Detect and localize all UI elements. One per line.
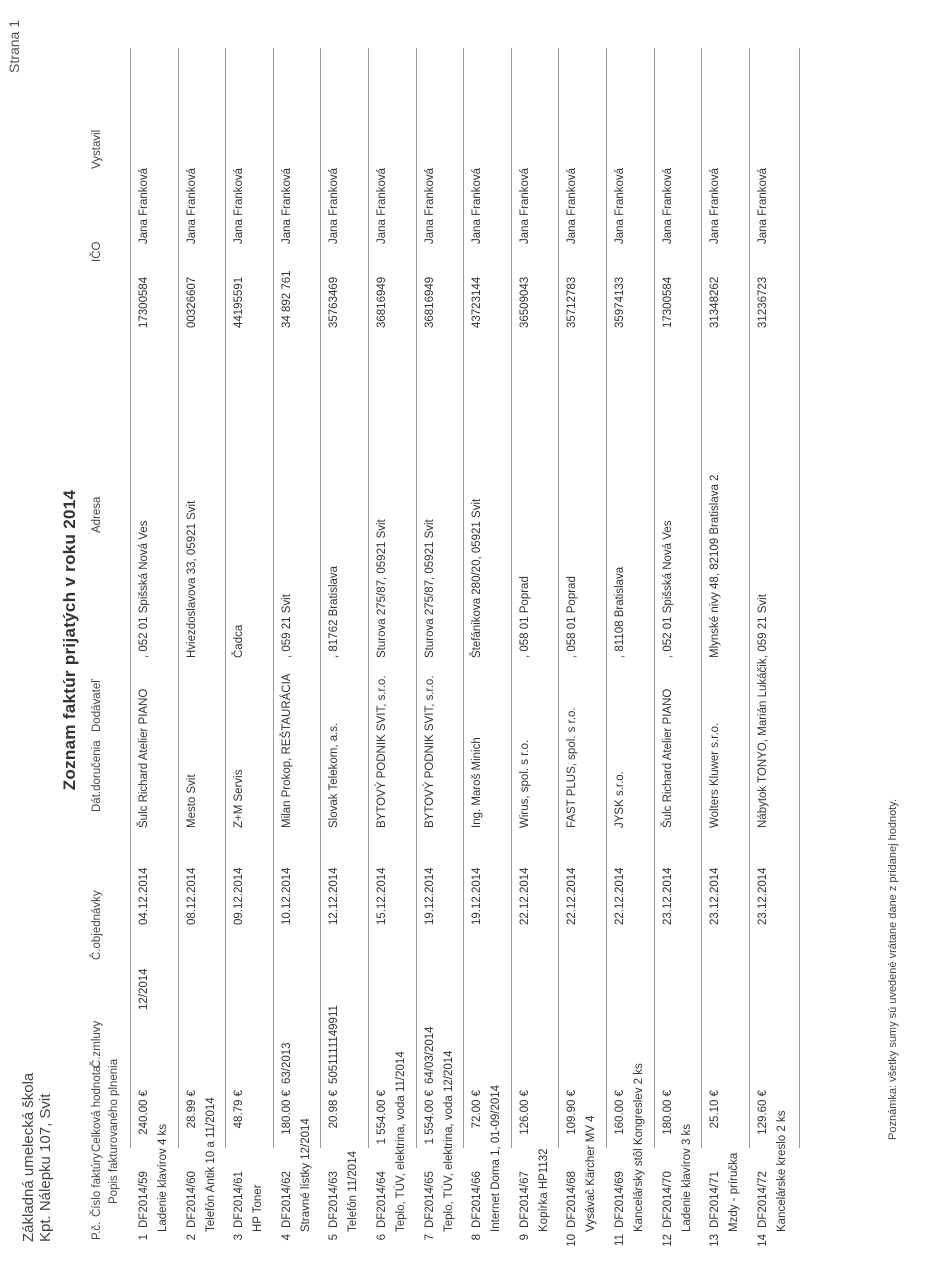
col-delivery-date: Dát.doručenia (91, 740, 103, 812)
table-row (749, 0, 797, 1280)
row-issuer: Jana Franková (566, 167, 579, 244)
row-supplier: Šulc Richard Atelier PIANO (138, 688, 150, 828)
row-delivery-date: 22.12.2014 (566, 867, 579, 925)
row-pc: 10 (566, 1234, 579, 1247)
row-supplier: BYTOVÝ PODNIK SVIT, s.r.o. (376, 675, 388, 828)
row-ico: 17300584 (661, 276, 674, 328)
row-address: , 059 21 Svit (756, 594, 769, 658)
row-supplier: JYSK s.r.o. (614, 771, 626, 828)
row-pc: 2 (185, 1234, 198, 1241)
table-row (225, 0, 273, 1280)
table-row (463, 0, 511, 1280)
row-supplier: Wirus, spol. s r.o. (518, 739, 531, 828)
row-description: Ladenie klavírov 3 ks (680, 1123, 693, 1232)
row-description: Vysávač Kärcher MV 4 (585, 1115, 598, 1232)
row-invoice-no: DF2014/72 (756, 1171, 769, 1228)
row-delivery-date: 19.12.2014 (471, 867, 484, 925)
row-total: 129.60 € (756, 1090, 769, 1135)
row-supplier: Z+M Servis (233, 769, 246, 828)
row-ico: 36816949 (423, 276, 436, 328)
row-issuer: Jana Franková (138, 167, 150, 244)
col-invoice-no: Číslo faktúry (91, 1153, 103, 1217)
row-ico: 35712783 (566, 276, 579, 328)
vat-note: Poznámka: všetky sumy sú uvedené vrátane dane z pridanej hodnoty. (887, 799, 899, 1140)
row-invoice-no: DF2014/59 (138, 1171, 150, 1228)
col-ico: IČO (91, 241, 103, 262)
row-description: Teplo, TÚV, elektrina, voda 11/2014 (395, 1051, 407, 1232)
page-number: Strana 1 (6, 20, 22, 73)
row-pc: 1 (138, 1234, 150, 1241)
row-ico: 36509043 (518, 276, 531, 328)
row-ico: 44195591 (233, 276, 246, 328)
row-invoice-no: DF2014/64 (376, 1171, 388, 1228)
row-issuer: Jana Franková (328, 167, 341, 244)
row-pc: 5 (328, 1234, 341, 1241)
col-contract: Č.zmluvy (91, 1020, 103, 1068)
row-address: Štefánikova 280/20, 05921 Svit (471, 498, 484, 658)
row-total: 25.10 € (709, 1090, 722, 1129)
school-header (20, 1073, 54, 1242)
row-supplier: BYTOVÝ PODNIK SVIT, s.r.o. (423, 675, 436, 828)
row-address: Sturova 275/87, 05921 Svit (376, 519, 388, 658)
row-invoice-no: DF2014/63 (328, 1171, 341, 1228)
row-ico: 31348262 (709, 276, 722, 328)
col-address: Adresa (91, 496, 103, 533)
table-row (130, 0, 178, 1280)
row-total: 180.00 € (661, 1090, 674, 1135)
row-issuer: Jana Franková (518, 167, 531, 244)
row-delivery-date: 08.12.2014 (185, 867, 198, 925)
row-total: 160.00 € (614, 1090, 626, 1135)
table-row (654, 0, 702, 1280)
row-ico: 35763469 (328, 276, 341, 328)
row-total: 1 554.00 € (376, 1090, 388, 1145)
row-total: 20.98 € (328, 1090, 341, 1129)
col-order: Č.objednávky (91, 890, 103, 960)
row-description: Kopírka HP1132 (537, 1148, 550, 1232)
row-issuer: Jana Franková (661, 167, 674, 244)
row-invoice-no: DF2014/61 (233, 1171, 246, 1228)
row-pc: 14 (756, 1234, 769, 1247)
row-pc: 9 (518, 1234, 531, 1241)
row-issuer: Jana Franková (233, 167, 246, 244)
row-description: Kancelárske kreslo 2 ks (775, 1110, 788, 1232)
row-ico: 35974133 (614, 276, 626, 328)
row-address: , 052 01 Spišská Nová Ves (138, 520, 150, 658)
row-address: , 052 01 Spišská Nová Ves (661, 520, 674, 658)
row-issuer: Jana Franková (614, 167, 626, 244)
row-pc: 11 (614, 1234, 626, 1246)
row-pc: 12 (661, 1234, 674, 1247)
col-issuer: Vystavil (91, 129, 103, 169)
row-issuer: Jana Franková (376, 167, 388, 244)
row-issuer: Jana Franková (756, 167, 769, 244)
row-delivery-date: 09.12.2014 (233, 867, 246, 925)
row-invoice-no: DF2014/71 (709, 1171, 722, 1228)
row-address: Mlynské nivy 48, 82109 Bratislava 2 (709, 474, 722, 658)
row-description: Mzdy - príručka (728, 1152, 741, 1232)
row-issuer: Jana Franková (185, 167, 198, 244)
row-delivery-date: 22.12.2014 (614, 867, 626, 925)
row-pc: 3 (233, 1234, 246, 1241)
row-supplier: Wolters Kluwer s.r.o. (709, 722, 722, 828)
table-bottom-line (799, 48, 800, 1148)
row-supplier: Nábytok TONYO, Marián Lukáčik (756, 658, 769, 828)
row-issuer: Jana Franková (471, 167, 484, 244)
row-description: Telefón 11/2014 (347, 1151, 360, 1232)
row-description: HP Toner (252, 1184, 265, 1232)
row-delivery-date: 12.12.2014 (328, 867, 341, 925)
row-issuer: Jana Franková (709, 167, 722, 244)
row-total: 1 554.00 € (423, 1090, 436, 1145)
row-description: Kancelársky stôl Kongreslev 2 ks (633, 1063, 645, 1232)
row-address: Čadca (233, 624, 246, 658)
row-description: Teplo, TÚV, elektrina, voda 12/2014 (442, 1050, 455, 1232)
row-delivery-date: 10.12.2014 (280, 867, 293, 925)
col-supplier: Dodávateľ (91, 679, 103, 732)
row-pc: 7 (423, 1234, 436, 1241)
school-address: Kpt. Nálepku 107, Svit (37, 1093, 54, 1242)
row-ico: 34 892 761 (280, 270, 293, 328)
row-total: 48.79 € (233, 1090, 246, 1129)
row-pc: 13 (709, 1234, 722, 1247)
row-delivery-date: 23.12.2014 (709, 867, 722, 925)
row-ico: 36816949 (376, 276, 388, 328)
row-address: , 058 01 Poprad (566, 576, 579, 658)
table-row (416, 0, 464, 1280)
row-supplier: Slovak Telekom, a.s. (328, 722, 341, 828)
row-invoice-no: DF2014/68 (566, 1171, 579, 1228)
row-total: 240.00 € (138, 1090, 150, 1135)
table-row (701, 0, 749, 1280)
row-ico: 31236723 (756, 276, 769, 328)
table-row (558, 0, 606, 1280)
row-delivery-date: 04.12.2014 (138, 867, 150, 925)
row-description: Telefón Antik 10 a 11/2014 (204, 1097, 217, 1232)
row-invoice-no: DF2014/67 (518, 1171, 531, 1228)
row-issuer: Jana Franková (423, 167, 436, 244)
row-pc: 8 (471, 1234, 484, 1241)
row-address: Sturova 275/87, 05921 Svit (423, 519, 436, 658)
row-address: Hviezdoslavova 33, 05921 Svit (185, 500, 198, 658)
row-invoice-no: DF2014/69 (614, 1171, 626, 1228)
row-description: Internet Doma 1, 01-09/2014 (490, 1084, 503, 1232)
row-invoice-no: DF2014/62 (280, 1171, 293, 1228)
row-invoice-no: DF2014/66 (471, 1171, 484, 1228)
table-row (368, 0, 416, 1280)
row-issuer: Jana Franková (280, 167, 293, 244)
row-invoice-no: DF2014/70 (661, 1171, 674, 1228)
row-address: , 059 21 Svit (280, 594, 293, 658)
row-delivery-date: 19.12.2014 (423, 867, 436, 925)
row-pc: 6 (376, 1234, 388, 1241)
row-description: Stravné lístky 12/2014 (299, 1118, 312, 1232)
row-delivery-date: 15.12.2014 (376, 867, 388, 925)
row-total: 180.00 € (280, 1090, 293, 1135)
row-order: 12/2014 (138, 968, 150, 1010)
row-description: Ladenie klavírov 4 ks (157, 1123, 169, 1232)
row-pc: 4 (280, 1234, 293, 1241)
row-invoice-no: DF2014/60 (185, 1171, 198, 1228)
row-address: , 81762 Bratislava (328, 565, 341, 658)
row-ico: 00326607 (185, 276, 198, 328)
row-supplier: Šulc Richard Atelier PIANO (661, 688, 674, 828)
col-description: Popis fakturovaného plnenia (108, 1058, 120, 1204)
row-contract: 5051111149911 (328, 1005, 341, 1084)
row-ico: 43723144 (471, 276, 484, 328)
row-supplier: Milan Prokop, REŠTAURÁCIA (280, 673, 293, 828)
row-supplier: Mesto Svit (185, 774, 198, 828)
row-contract: 63/2013 (280, 1042, 293, 1084)
table-row (273, 0, 321, 1280)
page-title: Zoznam faktúr prijatých v roku 2014 (60, 489, 79, 791)
row-total: 126.00 € (518, 1090, 531, 1135)
row-address: , 81108 Bratislava (614, 566, 626, 658)
table-row (606, 0, 654, 1280)
row-delivery-date: 23.12.2014 (756, 867, 769, 925)
row-address: , 058 01 Poprad (518, 576, 531, 658)
col-total: Celková hodnota (91, 1065, 103, 1152)
row-invoice-no: DF2014/65 (423, 1171, 436, 1228)
col-pc: P.č. (91, 1221, 103, 1240)
row-total: 109.90 € (566, 1090, 579, 1135)
row-supplier: FAST PLUS, spol. s r.o. (566, 707, 579, 828)
row-contract: 64/03/2014 (423, 1026, 436, 1084)
row-ico: 17300584 (138, 276, 150, 328)
row-supplier: Ing. Maroš Minich (471, 737, 484, 828)
school-name: Základná umelecká škola (20, 1072, 37, 1242)
row-delivery-date: 22.12.2014 (518, 867, 531, 925)
row-delivery-date: 23.12.2014 (661, 867, 674, 925)
table-row (178, 0, 226, 1280)
table-row (320, 0, 368, 1280)
table-row (511, 0, 559, 1280)
row-total: 28.99 € (185, 1090, 198, 1129)
row-total: 72.00 € (471, 1090, 484, 1129)
